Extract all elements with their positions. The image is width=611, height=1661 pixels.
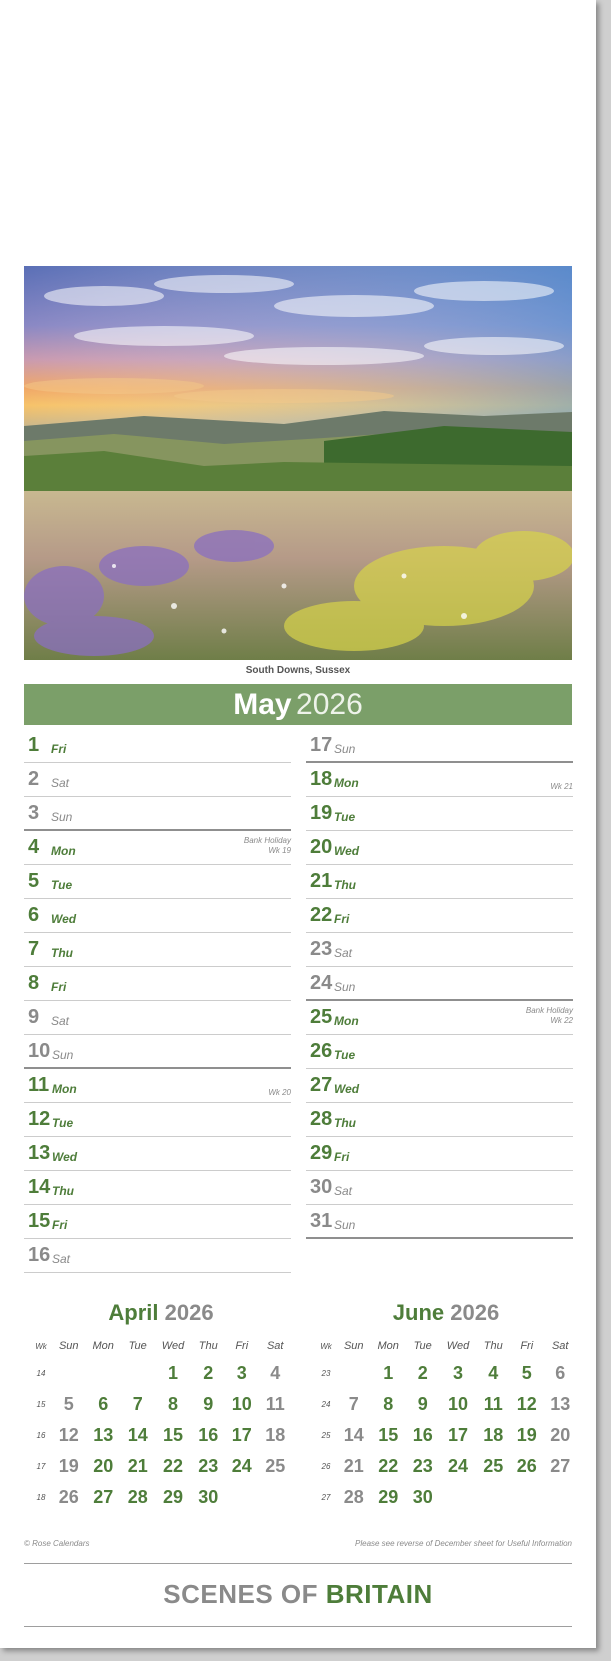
date-cell: 8 [383,1394,394,1414]
date-cell [85,1358,121,1389]
day-weekday: Sun [334,742,356,756]
date-cell: 8 [167,1394,178,1414]
day-weekday: Tue [51,878,73,892]
landscape-photo [24,266,572,660]
date-cell: 25 [265,1456,286,1476]
day-number: 31 [310,1210,333,1232]
date-cell: 13 [93,1425,114,1445]
day-row [24,1103,291,1137]
day-number: 30 [310,1176,333,1198]
weekday-header: Thu [483,1340,503,1352]
weekday-header: Wed [446,1340,470,1352]
date-cell: 24 [231,1456,252,1476]
date-cell: 3 [236,1363,247,1383]
date-cell: 19 [58,1456,79,1476]
weekday-header: Mon [92,1340,114,1352]
day-number: 13 [28,1142,51,1164]
weekday-header: Wed [161,1340,185,1352]
date-cell: 3 [452,1363,463,1383]
day-weekday: Thu [52,1184,74,1198]
weekday-header: Wk [320,1341,332,1351]
date-cell: 21 [127,1456,148,1476]
day-number: 22 [310,904,333,926]
date-cell: 1 [383,1363,394,1383]
day-number: 14 [28,1176,51,1198]
day-row [306,797,573,831]
day-row [306,899,573,933]
date-cell: 9 [417,1394,428,1414]
day-row [24,933,291,967]
day-row [24,729,291,763]
day-number: 7 [28,938,40,960]
date-cell: 23 [412,1456,433,1476]
date-cell: 24 [447,1456,469,1476]
footer-note: Please see reverse of December sheet for Useful Information [355,1539,572,1548]
mini-title: June 2026 [392,1300,500,1325]
weekday-header: Thu [198,1340,218,1352]
day-weekday: Tue [334,810,356,824]
day-weekday: Sun [52,1048,74,1062]
day-weekday: Mon [52,1082,77,1096]
day-row [24,865,291,899]
day-number: 15 [28,1210,51,1232]
day-row [306,729,573,763]
day-weekday: Thu [334,1116,356,1130]
date-cell: 26 [58,1487,79,1507]
date-cell: 6 [555,1363,566,1383]
divider [24,1626,572,1627]
day-weekday: Fri [51,742,67,756]
date-cell: 29 [378,1487,399,1507]
day-weekday: Fri [51,980,67,994]
day-weekday: Wed [51,912,77,926]
week-number: 23 [321,1369,331,1378]
date-cell [510,1482,543,1513]
day-note: Wk 21 [550,782,573,791]
day-row [24,831,291,865]
date-cell: 5 [63,1394,74,1414]
date-cell: 18 [265,1425,286,1445]
day-number: 9 [28,1006,40,1028]
date-cell: 18 [483,1425,504,1445]
date-cell: 14 [127,1425,148,1445]
photo-caption: South Downs, Sussex [245,665,351,676]
day-number: 19 [310,802,333,824]
day-row [306,1103,573,1137]
day-row [306,967,573,1001]
week-number: 16 [36,1431,46,1440]
day-row [306,1001,573,1035]
day-weekday: Fri [52,1218,68,1232]
day-number: 4 [28,836,40,858]
week-number: 14 [36,1369,46,1378]
weekday-header: Sat [266,1340,284,1352]
day-row [306,865,573,899]
day-number: 25 [310,1006,333,1028]
mini-table [30,1334,292,1513]
date-cell: 26 [516,1456,537,1476]
date-cell: 15 [162,1425,184,1445]
date-cell: 2 [417,1363,428,1383]
date-cell: 7 [132,1394,143,1414]
day-number: 29 [310,1142,333,1164]
date-cell: 15 [378,1425,399,1445]
day-row [24,1239,291,1273]
day-number: 20 [310,836,333,858]
date-cell: 1 [167,1363,178,1383]
week-number: 24 [321,1400,331,1409]
date-cell: 29 [162,1487,184,1507]
weekday-header: Fri [520,1340,534,1352]
week-number: 27 [321,1493,331,1502]
week-number: 17 [36,1462,46,1471]
week-number: 18 [36,1493,46,1502]
day-number: 26 [310,1040,333,1062]
date-cell: 20 [550,1425,571,1445]
day-number: 28 [310,1108,333,1130]
mini-calendar-june [315,1300,577,1513]
date-cell: 12 [516,1394,537,1414]
date-cell: 14 [343,1425,364,1445]
date-cell: 22 [162,1456,184,1476]
week-number: 26 [321,1462,331,1471]
date-cell: 25 [483,1456,504,1476]
day-number: 24 [310,972,333,994]
day-row [306,763,573,797]
weekday-header: Tue [128,1340,147,1352]
date-cell [121,1358,154,1389]
date-cell: 4 [270,1363,281,1383]
brand-title: SCENES OF BRITAIN [163,1579,433,1609]
weekday-header: Sun [343,1340,364,1352]
date-cell: 28 [127,1487,148,1507]
week-number: 15 [36,1400,46,1409]
date-cell: 30 [198,1487,219,1507]
weekday-header: Wk [35,1341,47,1351]
month-banner [24,684,572,725]
mini-title: April 2026 [108,1300,214,1325]
date-cell: 7 [348,1394,359,1414]
day-number: 1 [28,734,40,756]
day-number: 12 [28,1108,51,1130]
day-weekday: Tue [334,1048,356,1062]
divider [24,1563,572,1564]
date-cell: 16 [412,1425,433,1445]
day-weekday: Mon [51,844,76,858]
date-cell: 21 [343,1456,364,1476]
date-cell [258,1482,292,1513]
day-weekday: Sat [52,1252,71,1266]
date-cell: 17 [231,1425,252,1445]
day-number: 3 [28,802,40,824]
weekday-header: Sun [58,1340,79,1352]
day-weekday: Sun [51,810,73,824]
date-cell: 17 [447,1425,469,1445]
week-number: 25 [321,1431,331,1440]
day-weekday: Sat [51,776,70,790]
date-cell: 20 [93,1456,114,1476]
day-number: 16 [28,1244,51,1266]
days-column-right [306,729,573,1239]
day-weekday: Wed [334,1082,360,1096]
day-weekday: Sat [334,946,353,960]
date-cell: 11 [483,1394,503,1414]
date-cell [477,1482,510,1513]
day-row [306,933,573,967]
day-number: 21 [310,870,333,892]
day-number: 23 [310,938,333,960]
month-year: 2026 [296,688,363,721]
date-cell [225,1482,258,1513]
date-cell: 28 [343,1487,364,1507]
date-cell: 6 [98,1394,109,1414]
day-number: 6 [28,904,40,926]
day-row [306,1171,573,1205]
date-cell: 2 [203,1363,214,1383]
copyright: © Rose Calendars [24,1539,90,1548]
day-row [24,763,291,797]
day-row [306,1137,573,1171]
day-weekday: Fri [334,912,350,926]
day-weekday: Mon [334,776,359,790]
date-cell [52,1358,85,1389]
day-row [24,967,291,1001]
day-row [24,1137,291,1171]
day-row [306,1069,573,1103]
date-cell: 12 [58,1425,79,1445]
days-column-left [24,729,291,1273]
date-cell: 16 [198,1425,219,1445]
date-cell: 9 [203,1394,214,1414]
date-cell [543,1482,577,1513]
date-cell: 5 [521,1363,532,1383]
date-cell: 13 [550,1394,571,1414]
day-row [24,1069,291,1103]
mini-calendar-april [30,1300,292,1513]
day-note: Bank Holiday Wk 22 [525,1006,573,1025]
day-row [306,1205,573,1239]
date-cell: 10 [447,1394,469,1414]
day-weekday: Tue [52,1116,74,1130]
day-number: 5 [28,870,40,892]
day-weekday: Thu [51,946,73,960]
day-number: 27 [310,1074,333,1096]
day-weekday: Sun [334,1218,356,1232]
day-number: 17 [310,734,333,756]
day-number: 8 [28,972,40,994]
date-cell: 30 [412,1487,433,1507]
day-weekday: Wed [52,1150,78,1164]
weekday-header: Fri [235,1340,249,1352]
day-number: 10 [28,1040,51,1062]
date-cell [337,1358,370,1389]
day-row [306,1035,573,1069]
mini-table [315,1334,577,1513]
day-row [306,831,573,865]
day-weekday: Sat [334,1184,353,1198]
date-cell: 23 [198,1456,219,1476]
weekday-header: Tue [413,1340,432,1352]
date-cell: 4 [488,1363,499,1383]
month-name: May [233,688,292,721]
date-cell: 19 [516,1425,537,1445]
day-weekday: Mon [334,1014,359,1028]
day-weekday: Sat [51,1014,70,1028]
day-row [24,899,291,933]
date-cell: 22 [378,1456,399,1476]
day-number: 11 [28,1074,50,1096]
day-row [24,1171,291,1205]
day-note: Bank Holiday Wk 19 [243,836,291,855]
date-cell: 27 [93,1487,114,1507]
date-cell: 11 [265,1394,285,1414]
weekday-header: Sat [551,1340,569,1352]
day-weekday: Wed [334,844,360,858]
day-note: Wk 20 [268,1088,291,1097]
day-row [24,1001,291,1035]
weekday-header: Mon [377,1340,399,1352]
day-weekday: Fri [334,1150,350,1164]
date-cell: 27 [550,1456,571,1476]
day-weekday: Sun [334,980,356,994]
day-row [24,1205,291,1239]
day-row [24,1035,291,1069]
date-cell: 10 [231,1394,252,1414]
day-number: 18 [310,768,333,790]
date-cell [439,1482,476,1513]
day-number: 2 [28,768,40,790]
day-weekday: Thu [334,878,356,892]
day-row [24,797,291,831]
